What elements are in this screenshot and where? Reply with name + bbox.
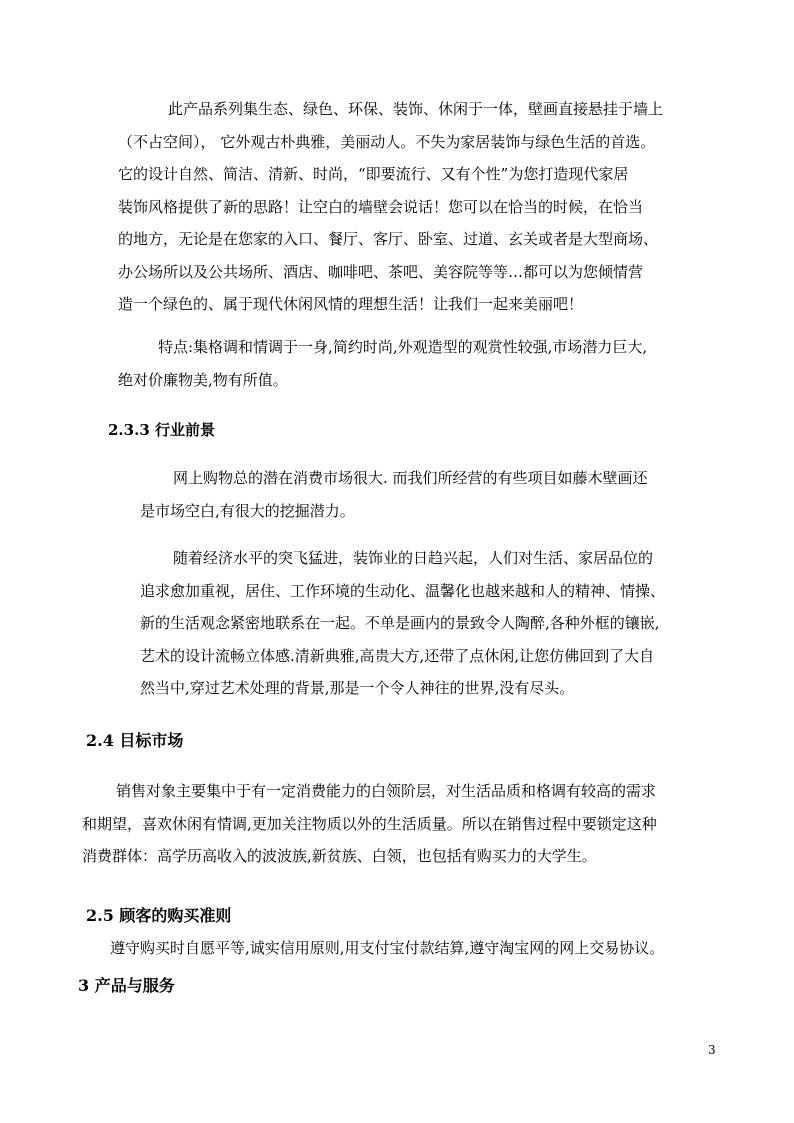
text-line: 此产品系列集生态、绿色、环保、装饰、休闲于一体，壁画直接悬挂于墙上 [168,100,664,118]
text-line: 遵守购买时自愿平等,诚实信用原则,用支付宝付款结算,遵守淘宝网的网上交易协议。 [110,939,665,957]
section-heading-2-4: 2.4 目标市场 [86,731,184,750]
text-line: 网上购物总的潜在消费市场很大. 而我们所经营的有些项目如藤木壁画还 [173,469,648,487]
section-heading-3: 3 产品与服务 [78,976,175,995]
text-line: 艺术的设计流畅立体感.清新典雅,高贵大方,还带了点休闲,让您仿佛回到了大自 [140,646,655,665]
paragraph-features [118,331,647,396]
page-number: 3 [708,1043,716,1057]
paragraph-purchase-criteria [82,932,664,965]
section-heading-2-3-3: 2.3.3 行业前景 [108,421,215,439]
text-line: 和期望，喜欢休闲有情调,更加关注物质以外的生活质量。所以在销售过程中要锁定这种 [82,814,657,833]
text-line: 销售对象主要集中于有一定消费能力的白领阶层，对生活品质和格调有较高的需求 [116,782,657,800]
text-line: 它的设计自然、简洁、清新、时尚，“即要流行、又有个性”为您打造现代家居 [118,165,629,183]
paragraph-intro [118,93,663,321]
paragraph-target-market [82,775,657,873]
text-line: 追求愈加重视，居住、工作环境的生动化、温馨化也越来越和人的精神、情操、 [140,581,666,600]
text-line: 装饰风格提供了新的思路！让空白的墙壁会说话！您可以在恰当的时候，在恰当 [118,197,644,216]
text-line: 消费群体：高学历高收入的波波族,新贫族、白领，也包括有购买力的大学生。 [82,847,597,865]
text-line: 新的生活观念紧密地联系在一起。不单是画内的景致令人陶醉,各种外框的镶嵌, [140,614,660,632]
paragraph-prospect-2 [140,542,665,705]
text-line: 绝对价廉物美,物有所值。 [118,370,288,389]
text-line: （不占空间）， 它外观古朴典雅，美丽动人。不失为家居装饰与绿色生活的首选。 [118,132,656,151]
text-line: 办公场所以及公共场所、酒店、咖啡吧、茶吧、美容院等等…都可以为您倾情营 [118,262,644,281]
text-line: 是市场空白,有很大的挖掘潜力。 [140,501,355,520]
paragraph-prospect-1 [140,462,648,527]
text-line: 然当中,穿过艺术处理的背景,那是一个令人神往的世界,没有尽头。 [140,679,575,697]
text-line: 造一个绿色的、属于现代休闲风情的理想生活！让我们一起来美丽吧！ [118,295,584,313]
text-line: 的地方，无论是在您家的入口、餐厅、客厅、卧室、过道、玄关或者是大型商场、 [118,230,659,248]
text-line: 特点:集格调和情调于一身,简约时尚,外观造型的观赏性较强,市场潜力巨大, [158,338,648,356]
section-heading-2-5: 2.5 顾客的购买准则 [86,906,232,925]
text-line: 随着经济水平的突飞猛进，装饰业的日趋兴起，人们对生活、家居品位的 [173,549,654,567]
